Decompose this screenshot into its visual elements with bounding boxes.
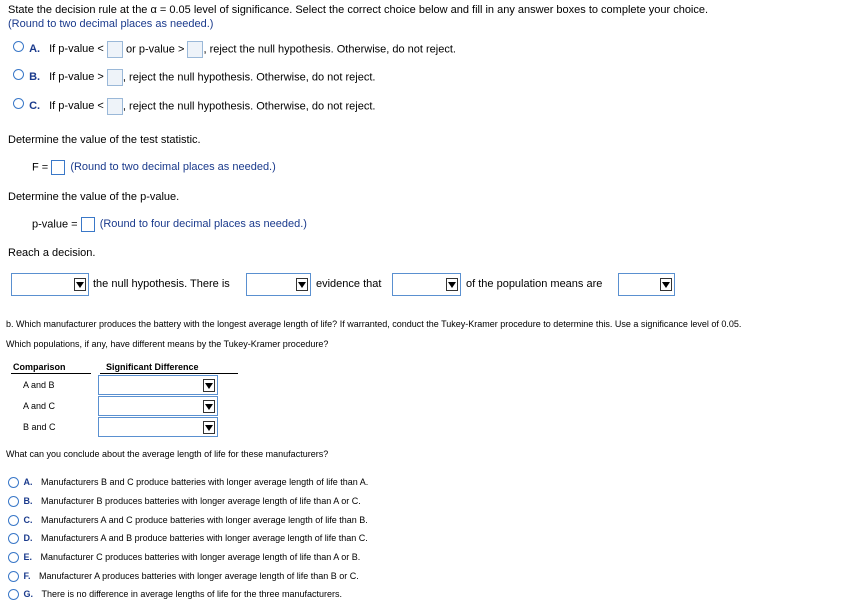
means-dropdown[interactable]: [618, 273, 675, 296]
decision-rule-prompt: State the decision rule at the α = 0.05 level of significance. Select the correct choice below and fill in any answer boxes to complete your choice.: [8, 4, 709, 16]
radio-icon[interactable]: [8, 571, 19, 582]
rule-option-a[interactable]: A. If p-value < or p-value > , reject the null hypothesis. Otherwise, do not reject.: [13, 41, 456, 58]
significance-dropdown-ab[interactable]: [98, 375, 218, 395]
conclusion-option-d[interactable]: D. Manufacturers A and B produce batteries with longer average length of life than C.: [8, 533, 368, 544]
table-row-label: A and C: [23, 401, 56, 411]
conclusion-option-c[interactable]: C. Manufacturers A and C produce batteries with longer average length of life than B.: [8, 515, 368, 526]
radio-icon[interactable]: [13, 98, 24, 109]
table-header-underline: [100, 373, 238, 374]
decision-text-3: of the population means are: [466, 278, 603, 290]
conclusion-dropdown[interactable]: [392, 273, 461, 296]
p-value-input[interactable]: [81, 217, 95, 232]
chevron-down-icon[interactable]: [203, 400, 215, 413]
part-b-prompt: b. Which manufacturer produces the battery with the longest average length of life? If warranted, conduct the Tukey-Kramer procedure to determine this. Use a significance level of 0.05.: [6, 319, 742, 329]
table-row-label: A and B: [23, 380, 55, 390]
radio-icon[interactable]: [13, 69, 24, 80]
radio-icon[interactable]: [8, 496, 19, 507]
answer-box-lower[interactable]: [107, 41, 123, 58]
chevron-down-icon[interactable]: [296, 278, 308, 291]
chevron-down-icon[interactable]: [446, 278, 458, 291]
chevron-down-icon[interactable]: [203, 379, 215, 392]
rule-option-c[interactable]: C. If p-value < , reject the null hypothesis. Otherwise, do not reject.: [13, 98, 375, 115]
conclusion-option-g[interactable]: G. There is no difference in average lengths of life for the three manufacturers.: [8, 589, 342, 600]
radio-icon[interactable]: [8, 552, 19, 563]
chevron-down-icon[interactable]: [203, 421, 215, 434]
f-value-input[interactable]: [51, 160, 65, 175]
chevron-down-icon[interactable]: [74, 278, 86, 291]
decision-dropdown[interactable]: [11, 273, 89, 296]
f-statistic-row: F = (Round to two decimal places as needed.): [32, 161, 276, 174]
evidence-dropdown[interactable]: [246, 273, 311, 296]
table-header-comparison: Comparison: [13, 362, 66, 372]
rule-option-b[interactable]: B. If p-value > , reject the null hypothesis. Otherwise, do not reject.: [13, 69, 375, 86]
decision-prompt: Reach a decision.: [8, 247, 96, 259]
table-header-underline: [11, 373, 91, 374]
radio-icon[interactable]: [8, 477, 19, 488]
chevron-down-icon[interactable]: [660, 278, 672, 291]
conclusion-option-a[interactable]: A. Manufacturers B and C produce batteries with longer average length of life than A.: [8, 477, 368, 488]
radio-icon[interactable]: [8, 589, 19, 600]
test-statistic-prompt: Determine the value of the test statistic.: [8, 134, 201, 146]
decision-rule-round-note: (Round to two decimal places as needed.): [8, 18, 214, 30]
p-value-row: p-value = (Round to four decimal places as needed.): [32, 218, 307, 231]
table-header-significance: Significant Difference: [106, 362, 199, 372]
radio-icon[interactable]: [13, 41, 24, 52]
decision-text-2: evidence that: [316, 278, 382, 290]
conclusion-prompt: What can you conclude about the average length of life for these manufacturers?: [6, 449, 329, 459]
answer-box[interactable]: [107, 98, 123, 115]
answer-box[interactable]: [107, 69, 123, 86]
radio-icon[interactable]: [8, 515, 19, 526]
conclusion-option-b[interactable]: B. Manufacturer B produces batteries with longer average length of life than A or C.: [8, 496, 361, 507]
conclusion-option-e[interactable]: E. Manufacturer C produces batteries with longer average length of life than A or B.: [8, 552, 360, 563]
table-row-label: B and C: [23, 422, 56, 432]
radio-icon[interactable]: [8, 533, 19, 544]
p-value-prompt: Determine the value of the p-value.: [8, 191, 180, 203]
part-b-subprompt: Which populations, if any, have different means by the Tukey-Kramer procedure?: [6, 339, 329, 349]
significance-dropdown-ac[interactable]: [98, 396, 218, 416]
decision-text-1: the null hypothesis. There is: [93, 278, 230, 290]
conclusion-option-f[interactable]: F. Manufacturer A produces batteries with longer average length of life than B or C.: [8, 571, 359, 582]
significance-dropdown-bc[interactable]: [98, 417, 218, 437]
answer-box-upper[interactable]: [187, 41, 203, 58]
